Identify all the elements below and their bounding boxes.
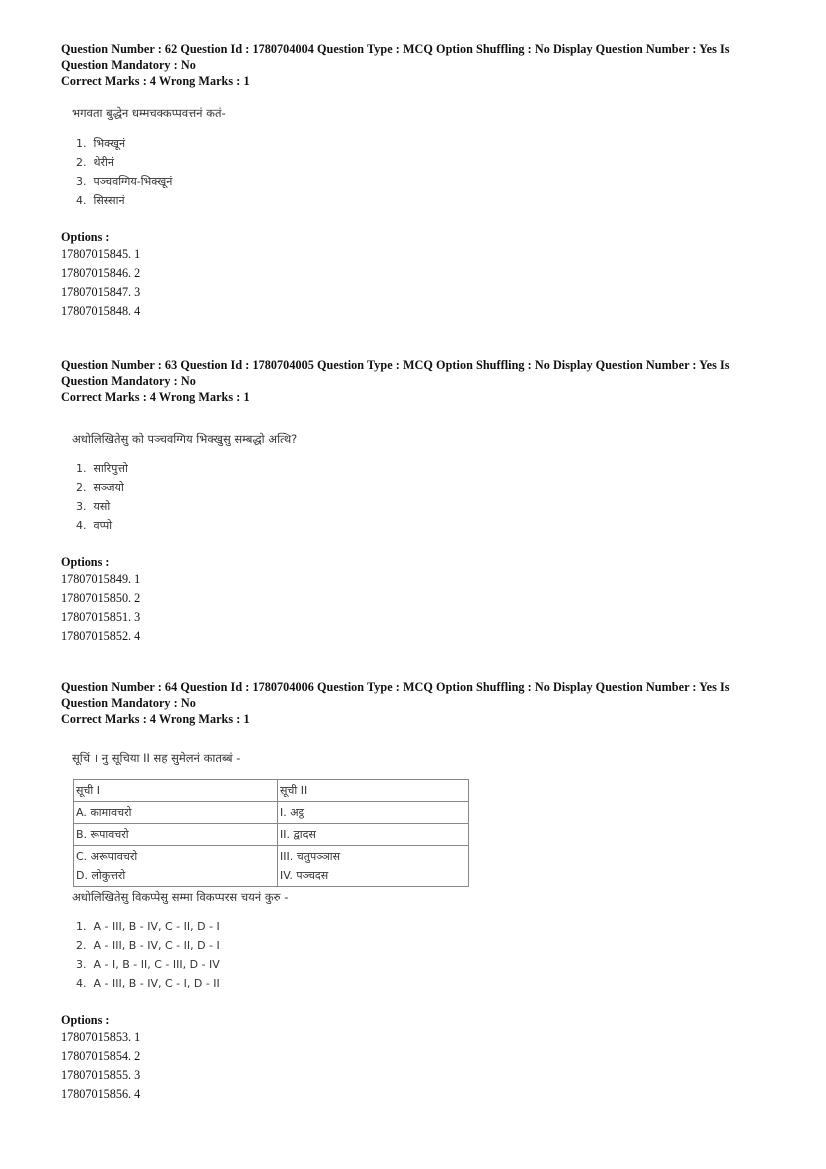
- match-table: [73, 779, 469, 887]
- option-id-row: 17807015851. 3: [61, 610, 141, 624]
- options-label: Options :: [61, 1013, 110, 1027]
- choice-item: 3. यसो: [76, 500, 111, 513]
- question-62: [61, 41, 781, 357]
- choice-item: 2. सञ्जयो: [76, 481, 124, 494]
- table-cell: [74, 846, 278, 887]
- option-id-row: 17807015847. 3: [61, 285, 141, 299]
- table-cell-line: IV. पञ्चदस: [280, 869, 329, 882]
- table-cell-line: C. अरूपावचरो: [76, 850, 138, 863]
- question-header-line1: Question Number : 64 Question Id : 1780704006 Question Type : MCQ Option Shuffling : No Display Question Number : Yes Is: [61, 680, 730, 694]
- choice-item: 1. भिक्खूनं: [76, 137, 126, 150]
- choice-item: 3. पञ्चवग्गिय-भिक्खूनं: [76, 175, 173, 188]
- question-marks: Correct Marks : 4 Wrong Marks : 1: [61, 390, 250, 404]
- option-id-row: 17807015853. 1: [61, 1030, 141, 1044]
- choice-list: [76, 917, 781, 993]
- question-header: [61, 41, 781, 89]
- question-header-line1: Question Number : 63 Question Id : 1780704005 Question Type : MCQ Option Shuffling : No Display Question Number : Yes Is: [61, 358, 730, 372]
- option-id-row: 17807015856. 4: [61, 1087, 141, 1101]
- option-id-row: 17807015855. 3: [61, 1068, 141, 1082]
- question-text: अधोलिखितेसु को पञ्चवग्गिय भिक्खुसु सम्बद्धो अत्थि?: [72, 432, 298, 446]
- choice-item: 4. वप्पो: [76, 519, 113, 532]
- table-cell: [278, 846, 469, 887]
- question-header: [61, 679, 781, 727]
- table-row: [74, 802, 469, 824]
- choice-list: [76, 134, 781, 210]
- question-64: [61, 679, 781, 1104]
- question-text: भगवता बुद्धेन धम्मचक्कप्पवत्तनं कतं-: [72, 106, 226, 120]
- choice-item: 2. थेरीनं: [76, 156, 114, 169]
- table-row: [74, 780, 469, 802]
- question-marks: Correct Marks : 4 Wrong Marks : 1: [61, 712, 250, 726]
- question-text: सूचिं । नु सूचिया II सह सुमेलनं कातब्बं -: [72, 751, 241, 765]
- option-id-row: 17807015846. 2: [61, 266, 141, 280]
- option-id-row: 17807015848. 4: [61, 304, 141, 318]
- table-row: [74, 824, 469, 846]
- table-cell: A. कामावचरो: [74, 802, 278, 824]
- question-header-line2: Question Mandatory : No: [61, 58, 196, 72]
- options-label: Options :: [61, 555, 110, 569]
- choice-list: [76, 459, 781, 535]
- choice-item: 2. A - III, B - IV, C - II, D - I: [76, 939, 220, 952]
- question-header-line1: Question Number : 62 Question Id : 1780704004 Question Type : MCQ Option Shuffling : No Display Question Number : Yes Is: [61, 42, 730, 56]
- question-marks: Correct Marks : 4 Wrong Marks : 1: [61, 74, 250, 88]
- table-cell-line: D. लोकुत्तरो: [76, 869, 126, 882]
- option-id-row: 17807015854. 2: [61, 1049, 141, 1063]
- table-cell: सूची II: [278, 780, 469, 802]
- table-cell: I. अट्ठ: [278, 802, 469, 824]
- choice-item: 1. सारिपुत्तो: [76, 462, 128, 475]
- option-id-row: 17807015849. 1: [61, 572, 141, 586]
- option-id-row: 17807015850. 2: [61, 591, 141, 605]
- choice-item: 4. सिस्सानं: [76, 194, 125, 207]
- option-id-row: 17807015852. 4: [61, 629, 141, 643]
- table-row: [74, 846, 469, 887]
- table-cell: II. द्वादस: [278, 824, 469, 846]
- choice-item: 4. A - III, B - IV, C - I, D - II: [76, 977, 220, 990]
- table-cell-line: III. चतुपञ्ञास: [280, 850, 341, 863]
- options-label: Options :: [61, 230, 110, 244]
- question-subtext: अधोलिखितेसु विकप्पेसु सम्मा विकप्परस चयनं कुरु -: [72, 890, 289, 904]
- table-cell: सूची I: [74, 780, 278, 802]
- question-header: [61, 357, 781, 405]
- question-63: [61, 357, 781, 679]
- question-paper-page: [61, 41, 781, 1104]
- table-cell: B. रूपावचरो: [74, 824, 278, 846]
- question-header-line2: Question Mandatory : No: [61, 696, 196, 710]
- choice-item: 3. A - I, B - II, C - III, D - IV: [76, 958, 220, 971]
- option-id-row: 17807015845. 1: [61, 247, 141, 261]
- choice-item: 1. A - III, B - IV, C - II, D - I: [76, 920, 220, 933]
- question-header-line2: Question Mandatory : No: [61, 374, 196, 388]
